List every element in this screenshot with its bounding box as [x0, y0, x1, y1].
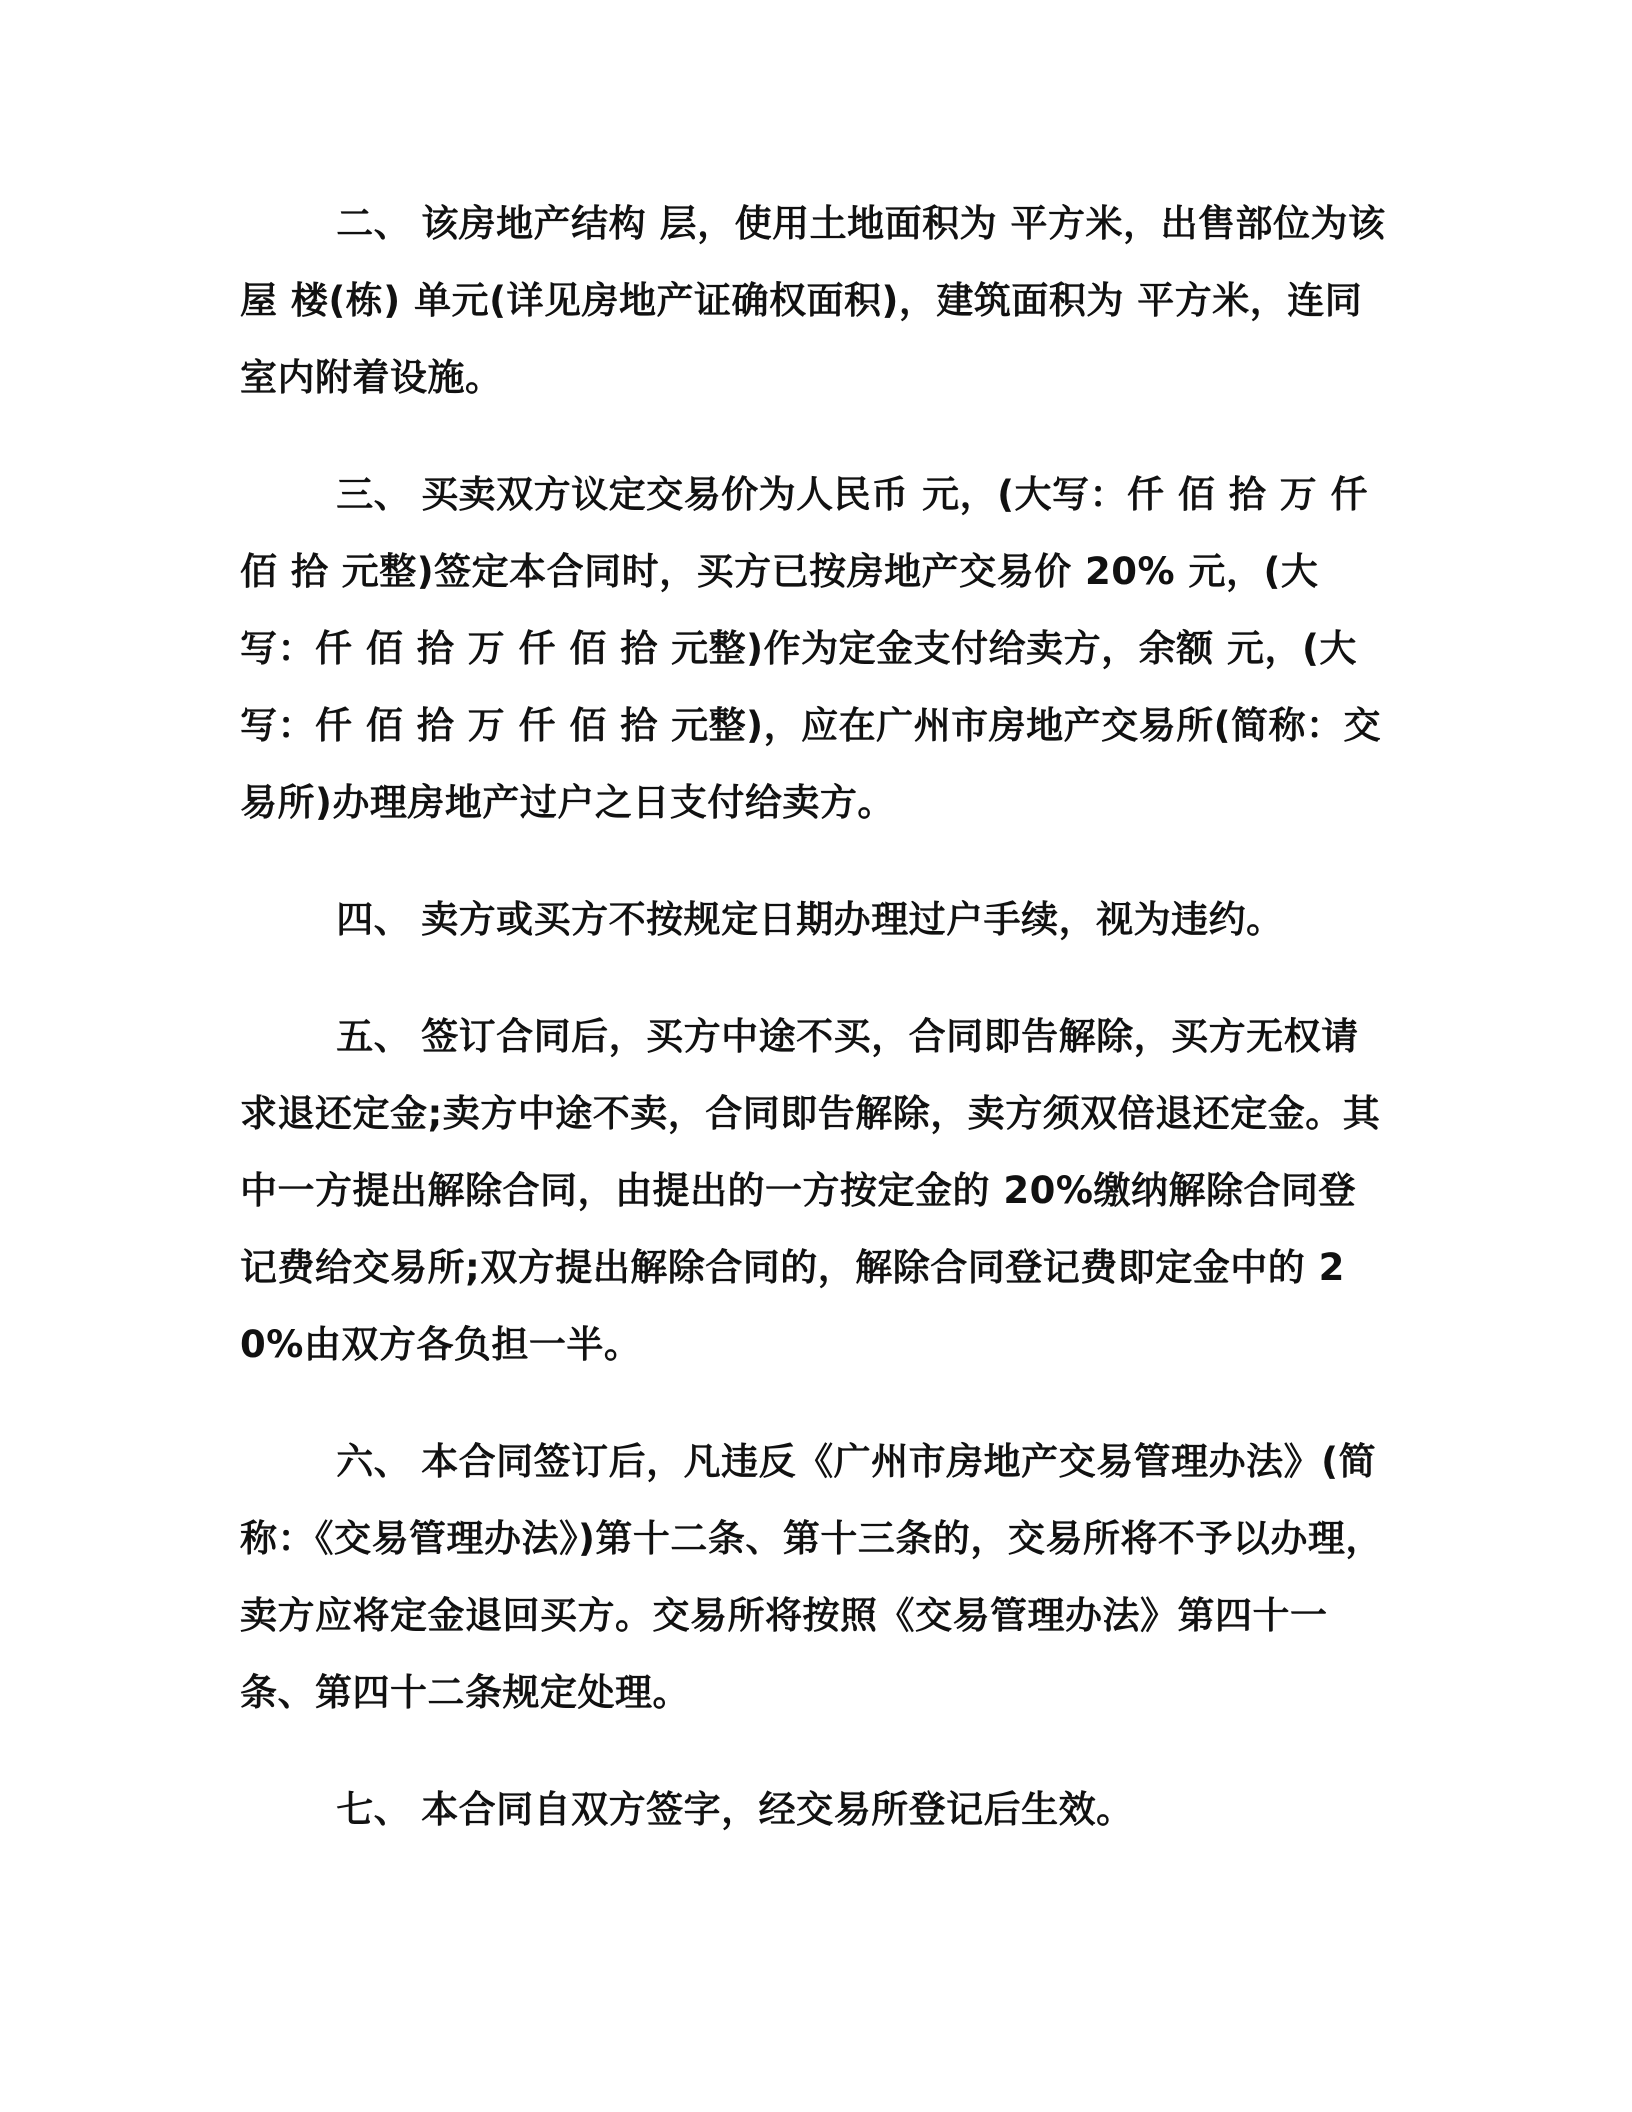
clause-number: 七、	[336, 1788, 412, 1831]
clause-number: 二、	[336, 202, 412, 245]
clause-text: 本合同签订后，凡违反《广州市房地产交易管理办法》(简称：《交易管理办法》)第十二条、第十三条的，交易所将不予以办理，卖方应将定金退回买方。交易所将按照《交易管理办法》第四十一条、第四十二条规定处理。	[240, 1440, 1383, 1714]
clause-number: 四、	[336, 898, 412, 941]
clause-2	[240, 185, 1390, 416]
clause-text: 本合同自双方签字，经交易所登记后生效。	[421, 1788, 1134, 1831]
clause-text: 该房地产结构 层，使用土地面积为 平方米，出售部位为该屋 楼(栋) 单元(详见房地产证确权面积)，建筑面积为 平方米，连同室内附着设施。	[240, 202, 1386, 399]
clause-3	[240, 456, 1390, 841]
clause-text: 买卖双方议定交易价为人民币 元，(大写：仟 佰 拾 万 仟 佰 拾 元整)签定本合同时，买方已按房地产交易价 20% 元，(大写：仟 佰 拾 万 仟 佰 拾 元整)作为定金支付给卖方，余额 元，(大写：仟 佰 拾 万 仟 佰 拾 元整)，应在广州市房地产交易所(简称：交易所)办理房地产过户之日支付给卖方。	[240, 473, 1381, 824]
clause-4	[240, 881, 1390, 958]
clause-text: 签订合同后，买方中途不买，合同即告解除，买方无权请求退还定金;卖方中途不卖，合同即告解除，卖方须双倍退还定金。其中一方提出解除合同，由提出的一方按定金的 20%缴纳解除合同登记费给交易所;双方提出解除合同的，解除合同登记费即定金中的 20%由双方各负担一半。	[240, 1015, 1381, 1366]
contract-body	[240, 185, 1390, 1888]
clause-7	[240, 1771, 1390, 1848]
clause-number: 三、	[336, 473, 412, 516]
clause-number: 六、	[336, 1440, 412, 1483]
clause-number: 五、	[336, 1015, 412, 1058]
clause-5	[240, 998, 1390, 1383]
clause-6	[240, 1423, 1390, 1731]
clause-text: 卖方或买方不按规定日期办理过户手续，视为违约。	[421, 898, 1284, 941]
